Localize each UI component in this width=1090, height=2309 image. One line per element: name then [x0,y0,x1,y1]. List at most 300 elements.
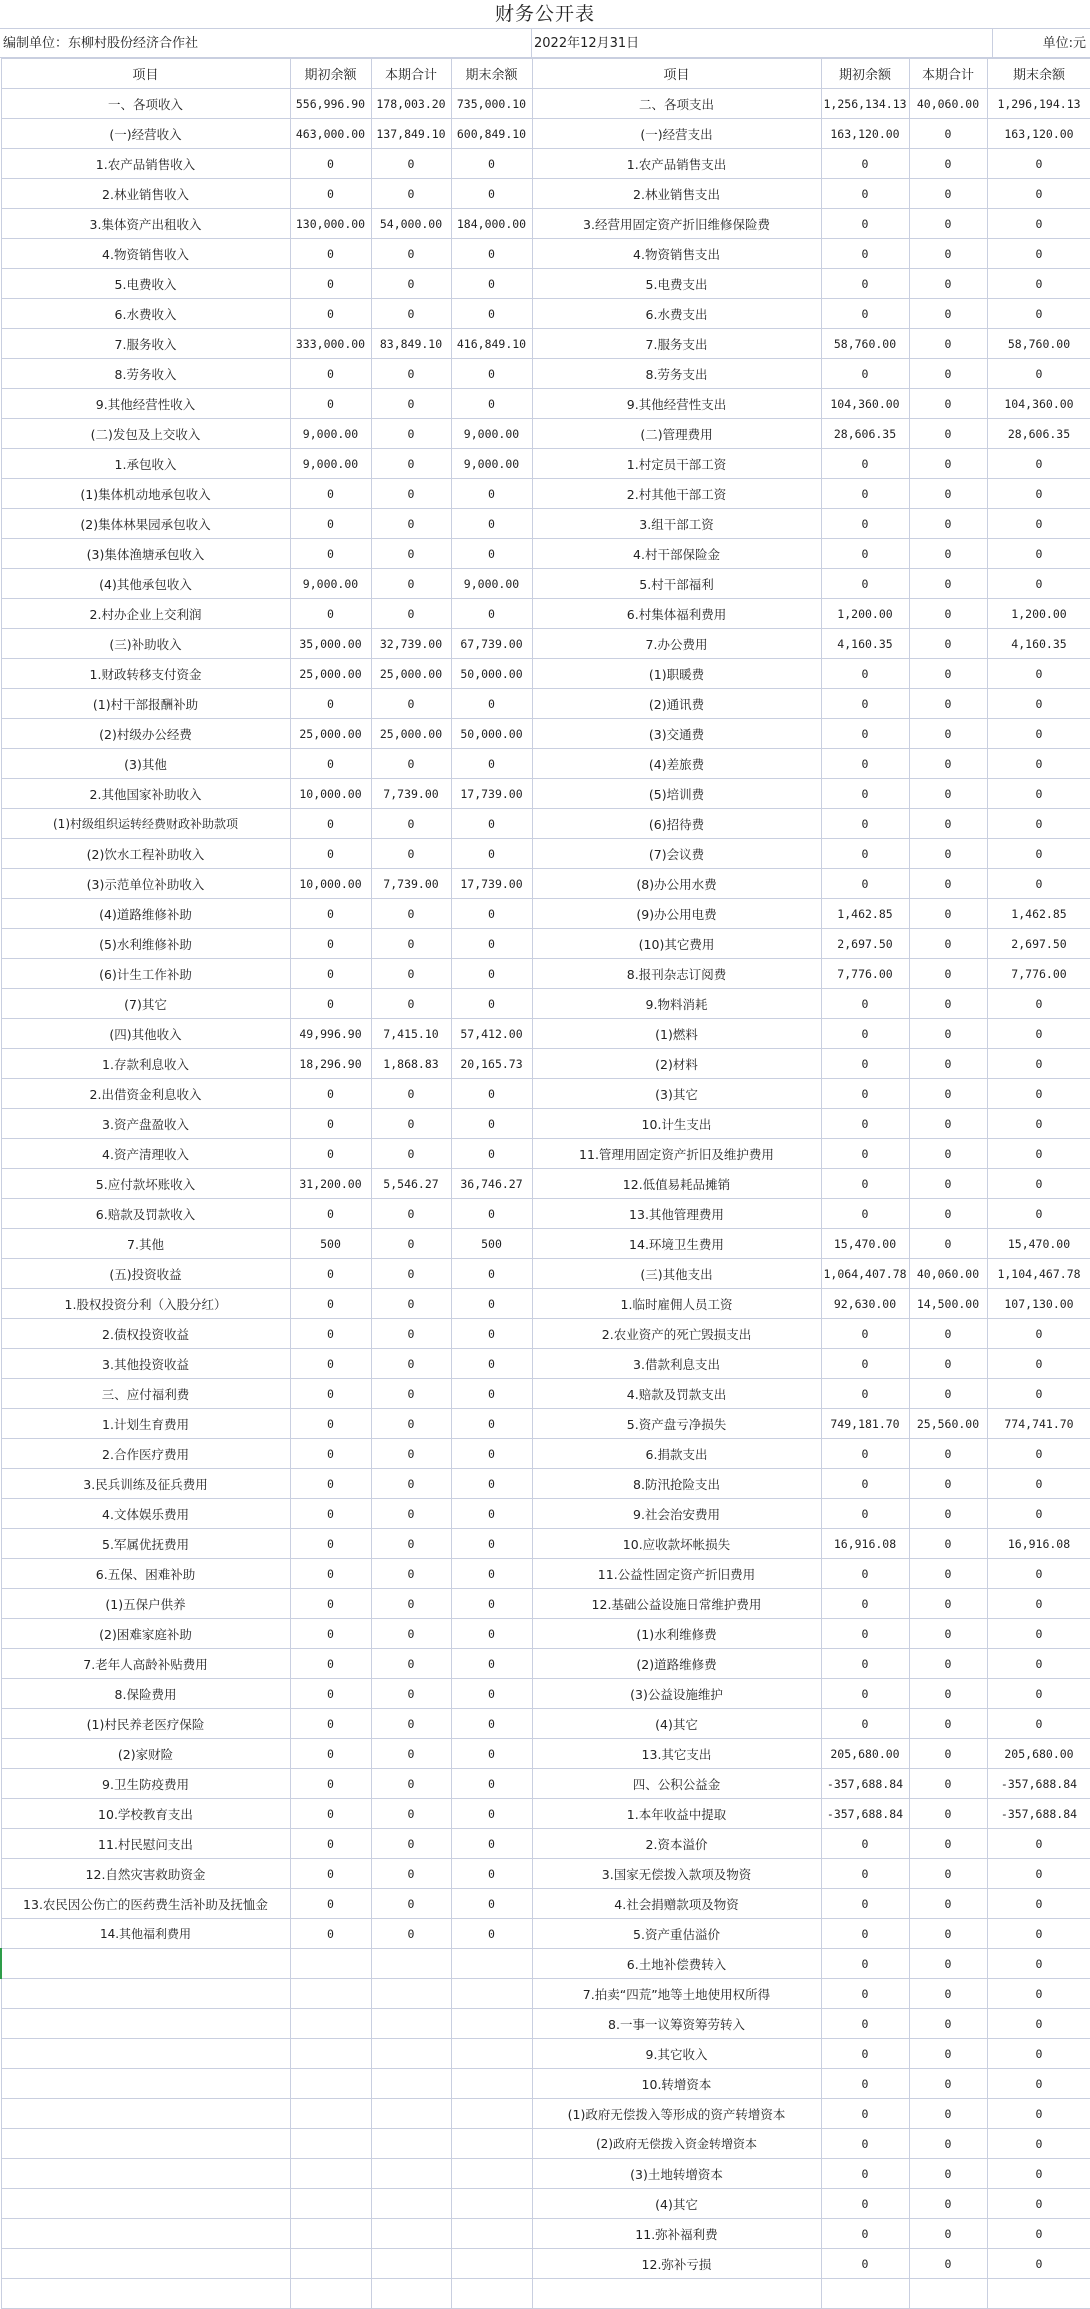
income-item-cell: 2.林业销售收入 [1,179,290,209]
income-item-cell: 2.合作医疗费用 [1,1439,290,1469]
expense-opening-balance-cell: 0 [821,569,909,599]
expense-period-total-cell: 0 [909,1319,987,1349]
table-row [1,719,1090,749]
income-item-cell: 12.自然灾害救助资金 [1,1859,290,1889]
expense-closing-balance-cell: 0 [987,1379,1090,1409]
expense-closing-balance-cell: 163,120.00 [987,119,1090,149]
expense-period-total-cell: 25,560.00 [909,1409,987,1439]
income-item-cell: 3.民兵训练及征兵费用 [1,1469,290,1499]
expense-closing-balance-cell: 774,741.70 [987,1409,1090,1439]
expense-closing-balance-cell: 0 [987,1889,1090,1919]
income-closing-balance-cell: 20,165.73 [451,1049,532,1079]
currency-unit: 单位:元 [1042,36,1086,51]
expense-closing-balance-cell: 0 [987,239,1090,269]
table-row [1,1409,1090,1439]
income-item-cell: 3.集体资产出租收入 [1,209,290,239]
expense-opening-balance-cell: 28,606.35 [821,419,909,449]
expense-closing-balance-cell: 0 [987,1499,1090,1529]
income-closing-balance-cell: 0 [451,689,532,719]
expense-period-total-cell: 40,060.00 [909,1259,987,1289]
expense-item-cell: (一)经营支出 [532,119,821,149]
income-item-cell: 4.资产清理收入 [1,1139,290,1169]
header-income-closing-balance: 期末余额 [451,59,532,89]
expense-opening-balance-cell: 104,360.00 [821,389,909,419]
income-item-cell: (3)其他 [1,749,290,779]
expense-closing-balance-cell: 0 [987,1469,1090,1499]
income-item-cell: 3.其他投资收益 [1,1349,290,1379]
expense-period-total-cell: 0 [909,1979,987,2009]
income-opening-balance-cell: 18,296.90 [290,1049,371,1079]
expense-closing-balance-cell: 0 [987,2039,1090,2069]
expense-opening-balance-cell: 0 [821,2159,909,2189]
income-item-cell: (1)五保户供养 [1,1589,290,1619]
expense-period-total-cell: 0 [909,599,987,629]
income-closing-balance-cell: 0 [451,1499,532,1529]
expense-period-total-cell: 0 [909,1109,987,1139]
expense-closing-balance-cell: 0 [987,509,1090,539]
table-row [1,1919,1090,1949]
income-item-cell: (2)村级办公经费 [1,719,290,749]
expense-closing-balance-cell [987,2279,1090,2309]
expense-opening-balance-cell: 0 [821,269,909,299]
table-row [1,299,1090,329]
expense-item-cell: (2)政府无偿拨入资金转增资本 [532,2129,821,2159]
income-period-total-cell: 0 [371,1829,451,1859]
income-opening-balance-cell: 0 [290,179,371,209]
income-item-cell: (2)家财险 [1,1739,290,1769]
income-opening-balance-cell: 0 [290,1079,371,1109]
income-period-total-cell: 0 [371,1379,451,1409]
expense-closing-balance-cell: 58,760.00 [987,329,1090,359]
income-period-total-cell: 0 [371,509,451,539]
table-row [1,209,1090,239]
income-item-cell [1,2249,290,2279]
expense-item-cell: (1)职暖费 [532,659,821,689]
expense-opening-balance-cell: 0 [821,479,909,509]
income-period-total-cell [371,2129,451,2159]
income-period-total-cell: 0 [371,899,451,929]
expense-closing-balance-cell: 0 [987,179,1090,209]
expense-item-cell: 四、公积公益金 [532,1769,821,1799]
expense-opening-balance-cell: 0 [821,239,909,269]
income-item-cell: (4)其他承包收入 [1,569,290,599]
table-row [1,899,1090,929]
expense-closing-balance-cell: 0 [987,1649,1090,1679]
expense-item-cell: (9)办公用电费 [532,899,821,929]
expense-period-total-cell: 0 [909,2069,987,2099]
income-opening-balance-cell: 500 [290,1229,371,1259]
expense-period-total-cell: 0 [909,899,987,929]
expense-opening-balance-cell: 0 [821,179,909,209]
income-item-cell: (1)集体机动地承包收入 [1,479,290,509]
table-row [1,1979,1090,2009]
income-item-cell: (6)计生工作补助 [1,959,290,989]
expense-closing-balance-cell: 0 [987,659,1090,689]
table-row [1,629,1090,659]
income-opening-balance-cell: 0 [290,1649,371,1679]
expense-period-total-cell: 0 [909,1199,987,1229]
income-closing-balance-cell: 0 [451,1319,532,1349]
income-item-cell: 9.其他经营性收入 [1,389,290,419]
income-period-total-cell: 178,003.20 [371,89,451,119]
income-opening-balance-cell: 0 [290,1769,371,1799]
income-closing-balance-cell: 0 [451,1889,532,1919]
expense-item-cell: 7.办公费用 [532,629,821,659]
expense-closing-balance-cell: 4,160.35 [987,629,1090,659]
income-closing-balance-cell [451,2069,532,2099]
expense-closing-balance-cell: 0 [987,1079,1090,1109]
income-opening-balance-cell: 0 [290,1499,371,1529]
expense-item-cell: (4)差旅费 [532,749,821,779]
table-row [1,1589,1090,1619]
income-item-cell: (3)示范单位补助收入 [1,869,290,899]
income-opening-balance-cell [290,2009,371,2039]
income-item-cell: 6.五保、困难补助 [1,1559,290,1589]
expense-closing-balance-cell: 0 [987,989,1090,1019]
expense-period-total-cell: 0 [909,1829,987,1859]
expense-item-cell: 2.村其他干部工资 [532,479,821,509]
expense-item-cell: 13.其他管理费用 [532,1199,821,1229]
income-period-total-cell: 0 [371,419,451,449]
expense-period-total-cell: 0 [909,569,987,599]
income-closing-balance-cell: 0 [451,1559,532,1589]
expense-item-cell: 8.报刊杂志订阅费 [532,959,821,989]
income-closing-balance-cell: 0 [451,1919,532,1949]
expense-opening-balance-cell: 0 [821,1679,909,1709]
table-row [1,1559,1090,1589]
expense-item-cell: (4)其它 [532,1709,821,1739]
table-row [1,509,1090,539]
income-period-total-cell: 0 [371,839,451,869]
income-item-cell: 7.服务收入 [1,329,290,359]
table-row [1,389,1090,419]
expense-period-total-cell: 0 [909,1559,987,1589]
income-item-cell [1,1979,290,2009]
expense-opening-balance-cell: 0 [821,1049,909,1079]
expense-item-cell: 1.农产品销售支出 [532,149,821,179]
expense-opening-balance-cell: 0 [821,299,909,329]
expense-period-total-cell: 0 [909,1589,987,1619]
income-item-cell: 1.承包收入 [1,449,290,479]
income-closing-balance-cell: 0 [451,809,532,839]
income-item-cell [1,1949,290,1979]
income-period-total-cell [371,2099,451,2129]
expense-closing-balance-cell: 0 [987,749,1090,779]
table-row [1,1469,1090,1499]
expense-opening-balance-cell: 0 [821,2219,909,2249]
income-period-total-cell: 0 [371,959,451,989]
income-closing-balance-cell: 9,000.00 [451,419,532,449]
income-closing-balance-cell: 0 [451,149,532,179]
income-closing-balance-cell: 0 [451,1439,532,1469]
expense-item-cell: 6.水费支出 [532,299,821,329]
income-item-cell [1,2159,290,2189]
income-opening-balance-cell: 0 [290,1529,371,1559]
expense-period-total-cell: 0 [909,149,987,179]
expense-closing-balance-cell: 1,200.00 [987,599,1090,629]
expense-item-cell: 12.基础公益设施日常维护费用 [532,1589,821,1619]
expense-closing-balance-cell: 0 [987,2069,1090,2099]
expense-period-total-cell: 0 [909,779,987,809]
expense-item-cell: 1.村定员干部工资 [532,449,821,479]
income-item-cell [1,2219,290,2249]
expense-item-cell: (3)公益设施维护 [532,1679,821,1709]
table-row [1,659,1090,689]
expense-item-cell: 4.物资销售支出 [532,239,821,269]
table-row [1,2009,1090,2039]
expense-opening-balance-cell: 0 [821,359,909,389]
compiling-unit: 编制单位：东柳村股份经济合作社 [3,36,199,51]
expense-period-total-cell: 0 [909,239,987,269]
income-opening-balance-cell: 0 [290,689,371,719]
income-closing-balance-cell: 67,739.00 [451,629,532,659]
income-closing-balance-cell: 416,849.10 [451,329,532,359]
expense-item-cell: 5.资产盘亏净损失 [532,1409,821,1439]
expense-item-cell: 6.土地补偿费转入 [532,1949,821,1979]
table-row [1,2039,1090,2069]
expense-closing-balance-cell: 0 [987,1019,1090,1049]
income-period-total-cell: 7,739.00 [371,869,451,899]
income-item-cell: (4)道路维修补助 [1,899,290,929]
expense-closing-balance-cell: 0 [987,779,1090,809]
income-opening-balance-cell: 0 [290,149,371,179]
expense-item-cell: (1)水利维修费 [532,1619,821,1649]
income-opening-balance-cell: 0 [290,1139,371,1169]
expense-period-total-cell: 0 [909,1919,987,1949]
expense-opening-balance-cell: 0 [821,209,909,239]
income-period-total-cell: 0 [371,1859,451,1889]
income-period-total-cell: 0 [371,1079,451,1109]
report-title: 财务公开表 [494,3,595,25]
expense-period-total-cell: 0 [909,719,987,749]
expense-opening-balance-cell: 0 [821,1559,909,1589]
expense-opening-balance-cell: 0 [821,689,909,719]
income-item-cell: 3.资产盘盈收入 [1,1109,290,1139]
expense-period-total-cell: 0 [909,2159,987,2189]
income-opening-balance-cell: 0 [290,1199,371,1229]
income-item-cell: 6.水费收入 [1,299,290,329]
income-period-total-cell: 0 [371,1589,451,1619]
expense-period-total-cell: 0 [909,869,987,899]
expense-closing-balance-cell: 0 [987,1709,1090,1739]
income-closing-balance-cell: 0 [451,1469,532,1499]
expense-closing-balance-cell: 0 [987,539,1090,569]
expense-period-total-cell: 0 [909,1529,987,1559]
expense-opening-balance-cell: 0 [821,869,909,899]
income-item-cell: 9.卫生防疫费用 [1,1769,290,1799]
income-item-cell: 1.存款利息收入 [1,1049,290,1079]
income-opening-balance-cell: 0 [290,1409,371,1439]
expense-opening-balance-cell: 0 [821,2009,909,2039]
expense-item-cell: (2)材料 [532,1049,821,1079]
income-opening-balance-cell: 25,000.00 [290,719,371,749]
income-opening-balance-cell [290,2219,371,2249]
income-period-total-cell: 0 [371,689,451,719]
expense-opening-balance-cell: 0 [821,2129,909,2159]
expense-opening-balance-cell: 0 [821,149,909,179]
expense-item-cell: (1)政府无偿拨入等形成的资产转增资本 [532,2099,821,2129]
expense-opening-balance-cell: 163,120.00 [821,119,909,149]
expense-opening-balance-cell: 0 [821,779,909,809]
expense-item-cell: 9.其它收入 [532,2039,821,2069]
expense-closing-balance-cell: 0 [987,1979,1090,2009]
expense-period-total-cell: 0 [909,2189,987,2219]
expense-opening-balance-cell: 0 [821,1439,909,1469]
table-row [1,179,1090,209]
income-period-total-cell: 0 [371,1799,451,1829]
expense-closing-balance-cell: 0 [987,1919,1090,1949]
expense-item-cell: 8.一事一议筹资筹劳转入 [532,2009,821,2039]
income-opening-balance-cell: 0 [290,1289,371,1319]
expense-period-total-cell: 0 [909,1439,987,1469]
expense-item-cell: 9.物料消耗 [532,989,821,1019]
expense-opening-balance-cell: 0 [821,539,909,569]
table-row [1,1169,1090,1199]
expense-period-total-cell: 0 [909,839,987,869]
expense-closing-balance-cell: 107,130.00 [987,1289,1090,1319]
table-row [1,1319,1090,1349]
table-row [1,239,1090,269]
income-closing-balance-cell: 0 [451,929,532,959]
income-period-total-cell: 25,000.00 [371,659,451,689]
table-row [1,599,1090,629]
expense-item-cell: 二、各项支出 [532,89,821,119]
income-opening-balance-cell: 0 [290,599,371,629]
income-period-total-cell: 0 [371,1769,451,1799]
header-expense-closing-balance: 期末余额 [987,59,1090,89]
expense-period-total-cell: 0 [909,929,987,959]
income-period-total-cell [371,2219,451,2249]
income-item-cell: 14.其他福利费用 [1,1919,290,1949]
table-row [1,89,1090,119]
expense-period-total-cell: 0 [909,1799,987,1829]
income-closing-balance-cell: 0 [451,509,532,539]
expense-closing-balance-cell: 0 [987,569,1090,599]
expense-closing-balance-cell: 0 [987,1049,1090,1079]
income-opening-balance-cell: 0 [290,989,371,1019]
income-period-total-cell: 0 [371,1469,451,1499]
table-row [1,2279,1090,2309]
expense-opening-balance-cell: 0 [821,1499,909,1529]
income-closing-balance-cell: 0 [451,1679,532,1709]
income-item-cell: (四)其他收入 [1,1019,290,1049]
expense-item-cell: 7.服务支出 [532,329,821,359]
income-period-total-cell: 0 [371,1559,451,1589]
table-row [1,1949,1090,1979]
income-opening-balance-cell: 0 [290,1589,371,1619]
expense-closing-balance-cell: 0 [987,2129,1090,2159]
income-opening-balance-cell [290,1979,371,2009]
expense-closing-balance-cell: 1,296,194.13 [987,89,1090,119]
income-closing-balance-cell: 0 [451,1379,532,1409]
expense-opening-balance-cell: 0 [821,1859,909,1889]
expense-period-total-cell: 0 [909,1469,987,1499]
income-item-cell: 1.农产品销售收入 [1,149,290,179]
income-opening-balance-cell [290,2249,371,2279]
income-opening-balance-cell: 9,000.00 [290,569,371,599]
expense-item-cell: (二)管理费用 [532,419,821,449]
income-opening-balance-cell [290,2069,371,2099]
income-closing-balance-cell: 0 [451,179,532,209]
income-opening-balance-cell: 0 [290,539,371,569]
income-opening-balance-cell: 0 [290,929,371,959]
table-row [1,269,1090,299]
income-period-total-cell [371,2009,451,2039]
expense-opening-balance-cell: 7,776.00 [821,959,909,989]
expense-period-total-cell: 0 [909,449,987,479]
expense-closing-balance-cell: -357,688.84 [987,1799,1090,1829]
income-item-cell: (一)经营收入 [1,119,290,149]
expense-opening-balance-cell: 4,160.35 [821,629,909,659]
expense-closing-balance-cell: 0 [987,1619,1090,1649]
income-period-total-cell: 0 [371,1109,451,1139]
expense-period-total-cell: 0 [909,1709,987,1739]
income-closing-balance-cell [451,2219,532,2249]
table-row [1,1709,1090,1739]
report-info-bar [0,28,1090,58]
income-opening-balance-cell [290,2099,371,2129]
table-row [1,1499,1090,1529]
income-opening-balance-cell: 130,000.00 [290,209,371,239]
expense-closing-balance-cell: 0 [987,1679,1090,1709]
income-closing-balance-cell: 0 [451,1589,532,1619]
expense-opening-balance-cell: 0 [821,2249,909,2279]
income-period-total-cell [371,2069,451,2099]
income-item-cell: 8.劳务收入 [1,359,290,389]
table-row [1,809,1090,839]
expense-item-cell: 6.捐款支出 [532,1439,821,1469]
expense-closing-balance-cell: 0 [987,1199,1090,1229]
expense-period-total-cell: 0 [909,509,987,539]
income-item-cell: 11.村民慰问支出 [1,1829,290,1859]
expense-item-cell: 5.村干部福利 [532,569,821,599]
expense-item-cell: (10)其它费用 [532,929,821,959]
expense-period-total-cell: 0 [909,179,987,209]
income-opening-balance-cell: 0 [290,509,371,539]
expense-closing-balance-cell: 0 [987,359,1090,389]
income-period-total-cell: 0 [371,929,451,959]
income-period-total-cell: 0 [371,449,451,479]
expense-period-total-cell: 0 [909,1049,987,1079]
income-period-total-cell: 1,868.83 [371,1049,451,1079]
expense-period-total-cell: 0 [909,1739,987,1769]
expense-item-cell: (8)办公用水费 [532,869,821,899]
expense-closing-balance-cell: 0 [987,1439,1090,1469]
expense-closing-balance-cell: 0 [987,1829,1090,1859]
expense-closing-balance-cell: 0 [987,2189,1090,2219]
expense-closing-balance-cell: 0 [987,839,1090,869]
table-row [1,1619,1090,1649]
income-closing-balance-cell: 17,739.00 [451,779,532,809]
table-row [1,119,1090,149]
expense-period-total-cell: 0 [909,1889,987,1919]
table-row [1,1199,1090,1229]
expense-closing-balance-cell: 0 [987,689,1090,719]
table-row [1,1649,1090,1679]
income-item-cell: 10.学校教育支出 [1,1799,290,1829]
table-header-row [1,59,1090,89]
expense-item-cell: 11.管理用固定资产折旧及维护费用 [532,1139,821,1169]
income-period-total-cell: 0 [371,1529,451,1559]
expense-period-total-cell: 0 [909,1079,987,1109]
expense-opening-balance-cell: 0 [821,809,909,839]
income-item-cell: 2.出借资金利息收入 [1,1079,290,1109]
expense-opening-balance-cell: 0 [821,449,909,479]
income-closing-balance-cell: 0 [451,1529,532,1559]
income-item-cell: (1)村民养老医疗保险 [1,1709,290,1739]
income-closing-balance-cell: 735,000.10 [451,89,532,119]
income-closing-balance-cell: 184,000.00 [451,209,532,239]
